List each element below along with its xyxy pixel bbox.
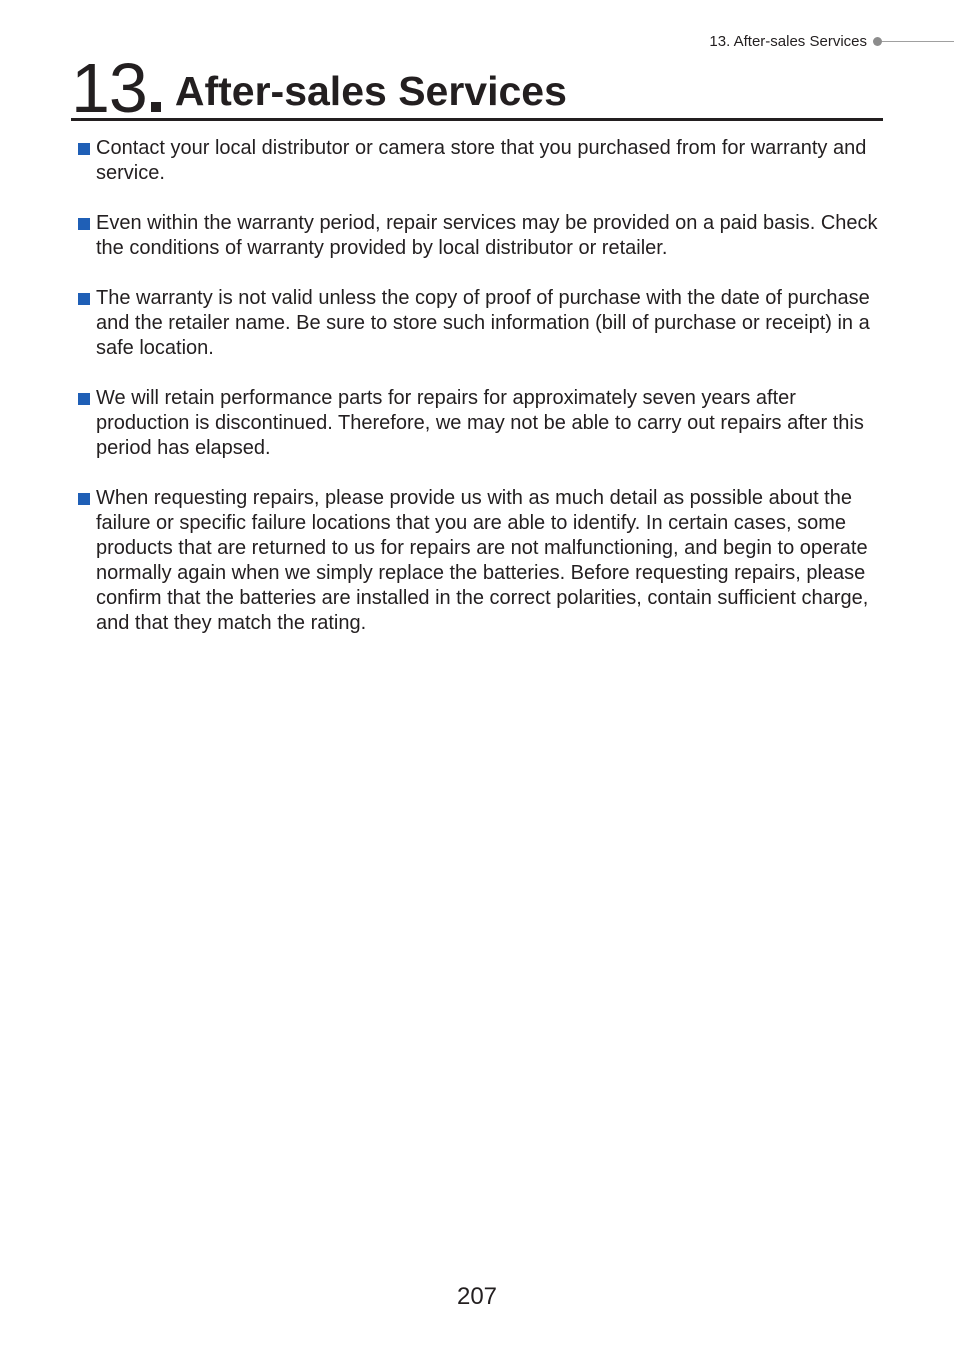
chapter-heading <box>71 49 883 127</box>
header-rule <box>882 41 954 42</box>
chapter-title: After-sales Services <box>174 68 567 114</box>
bullet-item <box>78 286 888 361</box>
bullet-item <box>78 136 888 186</box>
bullet-text: The warranty is not valid unless the copy of proof of purchase with the date of purchase and the retailer name. Be sure to store such information (bill of purchase or receipt) in a safe location. <box>96 287 870 359</box>
square-bullet-icon <box>78 393 90 405</box>
page-number: 207 <box>456 1283 498 1310</box>
running-header-text: 13. After-sales Services <box>709 32 867 50</box>
square-bullet-icon <box>78 493 90 505</box>
bullet-text: Even within the warranty period, repair services may be provided on a paid basis. Check the conditions of warranty provided by local distributor or retailer. <box>96 212 878 259</box>
bullet-item <box>78 386 888 461</box>
bullet-list <box>78 136 888 661</box>
square-bullet-icon <box>78 293 90 305</box>
chapter-number-dot <box>151 102 161 112</box>
square-bullet-icon <box>78 143 90 155</box>
bullet-text: We will retain performance parts for repairs for approximately seven years after production is discontinued. Therefore, we may not be able to carry out repairs after this period has elapsed. <box>96 387 864 459</box>
bullet-text: When requesting repairs, please provide us with as much detail as possible about the failure or specific failure locations that you are able to identify. In certain cases, some products that are returned to us for repairs are not malfunctioning, and begin to operate normally again when we simply replace the batteries. Before requesting repairs, please confirm that the batteries are installed in the correct polarities, contain sufficient charge, and that they match the rating. <box>96 487 869 634</box>
bullet-item <box>78 211 888 261</box>
header-dot-icon <box>873 37 882 46</box>
chapter-number: 13 <box>71 49 147 127</box>
square-bullet-icon <box>78 218 90 230</box>
running-header <box>560 32 954 50</box>
bullet-text: Contact your local distributor or camera store that you purchased from for warranty and service. <box>96 137 867 184</box>
bullet-item <box>78 486 888 636</box>
